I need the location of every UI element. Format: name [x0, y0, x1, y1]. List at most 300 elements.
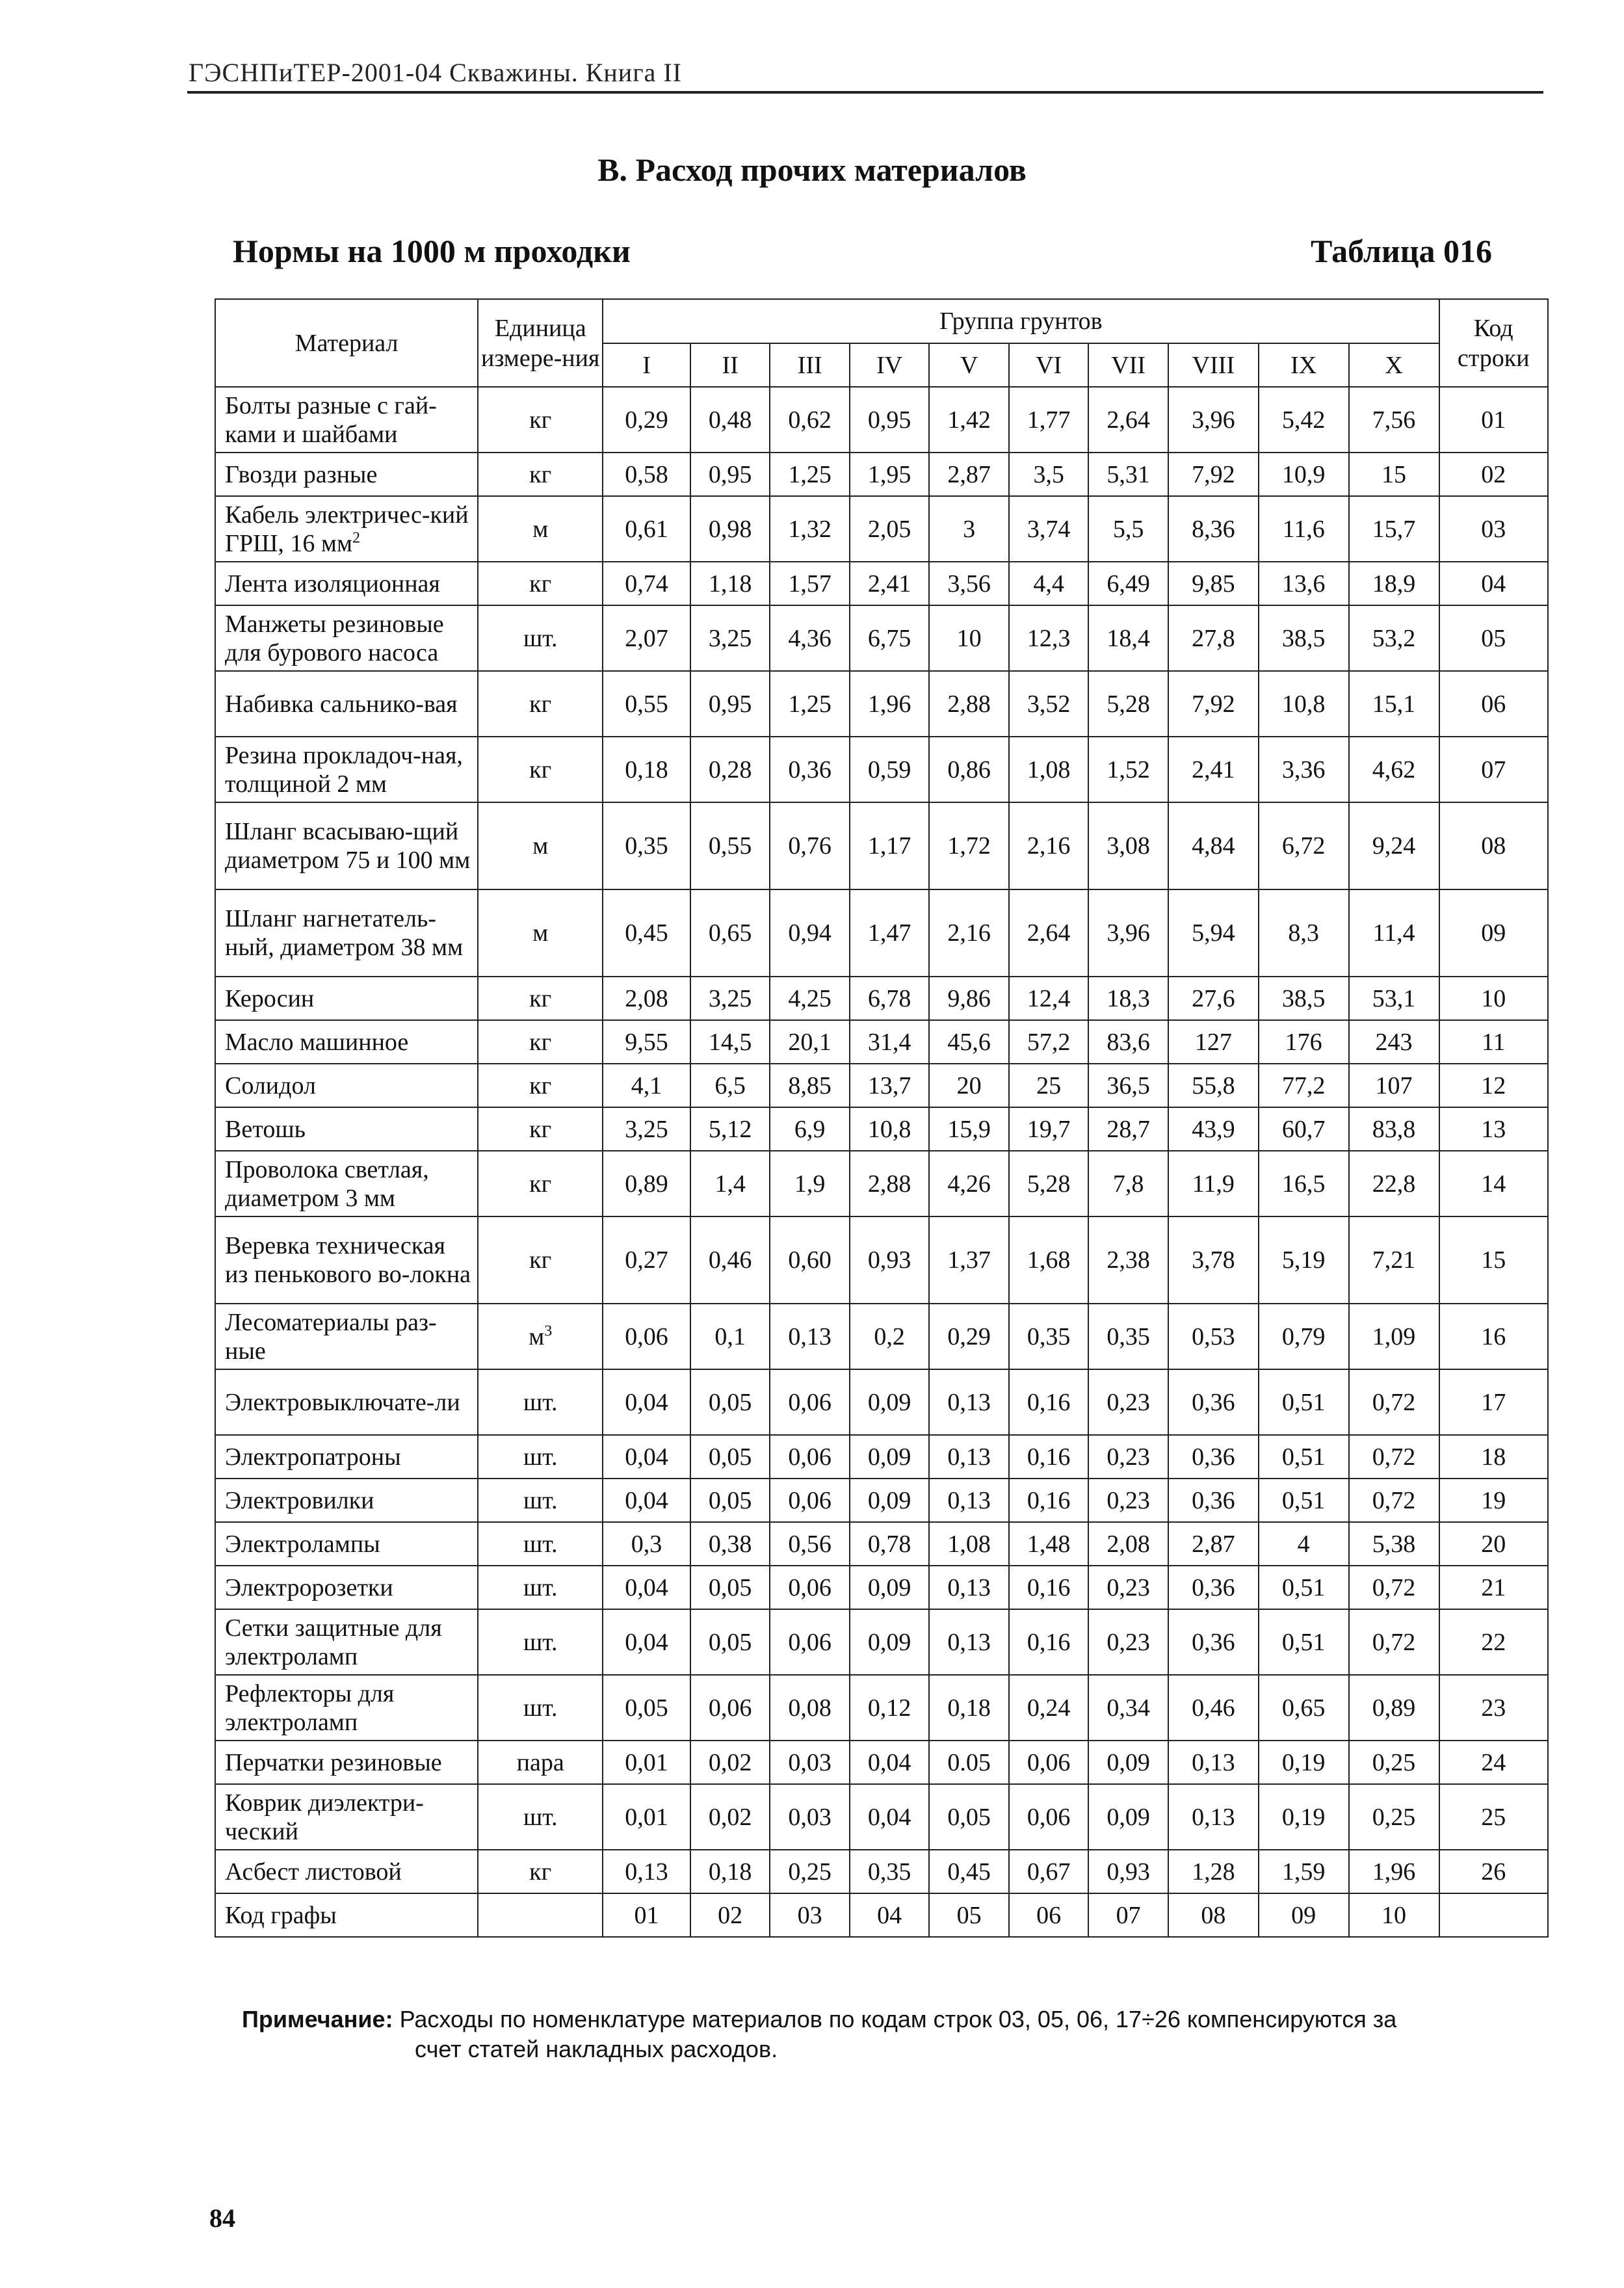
value-cell: 0,51	[1259, 1566, 1349, 1609]
value-cell: 0,09	[1088, 1741, 1168, 1784]
material-name: Керосин	[225, 984, 315, 1012]
value-cell: 0,13	[929, 1435, 1009, 1479]
value-cell: 0,13	[929, 1566, 1009, 1609]
value-cell: 4,1	[603, 1064, 690, 1107]
value-cell: 1,59	[1259, 1850, 1349, 1893]
value-cell: 0,45	[929, 1850, 1009, 1893]
value-cell: 0,55	[690, 802, 770, 889]
row-code-cell: 25	[1439, 1784, 1549, 1850]
column-code-cell: 06	[1009, 1893, 1089, 1937]
value-cell: 1,28	[1168, 1850, 1259, 1893]
value-cell: 0,08	[770, 1675, 850, 1741]
value-cell: 4,84	[1168, 802, 1259, 889]
material-name: Резина прокладоч-ная, толщиной 2 мм	[225, 741, 463, 798]
value-cell: 0,1	[690, 1304, 770, 1369]
row-code-cell: 20	[1439, 1522, 1549, 1566]
material-cell	[215, 1609, 478, 1675]
unit-cell	[478, 977, 603, 1020]
value-cell: 0,79	[1259, 1304, 1349, 1369]
table-row	[215, 737, 1548, 802]
column-code-cell: 04	[850, 1893, 930, 1937]
value-cell: 0,18	[603, 737, 690, 802]
unit-cell	[478, 802, 603, 889]
value-cell: 0,04	[603, 1479, 690, 1522]
value-cell: 0,86	[929, 737, 1009, 802]
value-cell: 0,06	[770, 1479, 850, 1522]
material-cell	[215, 1675, 478, 1741]
value-cell: 5,94	[1168, 889, 1259, 977]
value-cell: 0,25	[770, 1850, 850, 1893]
column-code-cell: 02	[690, 1893, 770, 1937]
soil-group-header: X	[1349, 343, 1439, 387]
unit-text: шт.	[523, 1694, 558, 1722]
table-row	[215, 1479, 1548, 1522]
value-cell: 11,9	[1168, 1151, 1259, 1216]
value-cell: 0,18	[929, 1675, 1009, 1741]
material-cell	[215, 1850, 478, 1893]
table-row	[215, 387, 1548, 453]
material-cell	[215, 802, 478, 889]
unit-text: шт.	[523, 624, 558, 652]
value-cell: 7,92	[1168, 671, 1259, 737]
value-cell: 18,9	[1349, 562, 1439, 605]
value-cell: 0,36	[1168, 1566, 1259, 1609]
value-cell: 0,93	[850, 1216, 930, 1304]
unit-text: м	[532, 832, 549, 860]
value-cell: 0,95	[850, 387, 930, 453]
value-cell: 7,8	[1088, 1151, 1168, 1216]
value-cell: 83,8	[1349, 1107, 1439, 1151]
table-row	[215, 453, 1548, 496]
unit-cell	[478, 1784, 603, 1850]
row-code-cell: 21	[1439, 1566, 1549, 1609]
value-cell: 0,93	[1088, 1850, 1168, 1893]
value-cell: 57,2	[1009, 1020, 1089, 1064]
value-cell: 0,53	[1168, 1304, 1259, 1369]
value-cell: 1,72	[929, 802, 1009, 889]
column-code-cell: 07	[1088, 1893, 1168, 1937]
material-cell	[215, 1151, 478, 1216]
value-cell: 2,08	[603, 977, 690, 1020]
value-cell: 2,64	[1009, 889, 1089, 977]
unit-cell	[478, 496, 603, 562]
value-cell: 0,89	[1349, 1675, 1439, 1741]
value-cell: 3,52	[1009, 671, 1089, 737]
value-cell: 10,9	[1259, 453, 1349, 496]
value-cell: 0,72	[1349, 1479, 1439, 1522]
value-cell: 2,88	[850, 1151, 930, 1216]
value-cell: 45,6	[929, 1020, 1009, 1064]
value-cell: 0,36	[1168, 1479, 1259, 1522]
value-cell: 0,36	[1168, 1369, 1259, 1435]
unit-cell	[478, 1566, 603, 1609]
value-cell: 2,88	[929, 671, 1009, 737]
value-cell: 0,13	[929, 1479, 1009, 1522]
unit-text: пара	[516, 1748, 564, 1776]
section-title: В. Расход прочих материалов	[597, 151, 1027, 188]
value-cell: 0,35	[1009, 1304, 1089, 1369]
value-cell: 0,09	[1088, 1784, 1168, 1850]
value-cell: 1,48	[1009, 1522, 1089, 1566]
column-code-cell: 03	[770, 1893, 850, 1937]
material-cell	[215, 453, 478, 496]
value-cell: 6,75	[850, 605, 930, 671]
material-cell	[215, 1107, 478, 1151]
value-cell: 0,13	[1168, 1741, 1259, 1784]
value-cell: 0,06	[690, 1675, 770, 1741]
material-name: Ветошь	[225, 1115, 306, 1143]
unit-cell	[478, 1369, 603, 1435]
unit-text: кг	[529, 1246, 552, 1274]
value-cell: 8,36	[1168, 496, 1259, 562]
value-cell: 36,5	[1088, 1064, 1168, 1107]
value-cell: 0,04	[850, 1784, 930, 1850]
value-cell: 0,13	[770, 1304, 850, 1369]
value-cell: 0,67	[1009, 1850, 1089, 1893]
material-cell	[215, 1435, 478, 1479]
material-cell	[215, 1064, 478, 1107]
value-cell: 11,6	[1259, 496, 1349, 562]
value-cell: 0,13	[603, 1850, 690, 1893]
material-name: Болты разные с гай-ками и шайбами	[225, 391, 437, 448]
running-header: ГЭСНПиТЕР-2001-04 Скважины. Книга II	[189, 58, 682, 87]
value-cell: 0,3	[603, 1522, 690, 1566]
value-cell: 31,4	[850, 1020, 930, 1064]
value-cell: 0,16	[1009, 1609, 1089, 1675]
column-code-row	[215, 1893, 1548, 1937]
value-cell: 1,95	[850, 453, 930, 496]
note-text: Расходы по номенклатуре материалов по кодам строк 03, 05, 06, 17÷26 компенсируются за	[399, 2006, 1397, 2032]
value-cell: 10	[929, 605, 1009, 671]
material-name: Проволока светлая, диаметром 3 мм	[225, 1155, 429, 1212]
value-cell: 14,5	[690, 1020, 770, 1064]
value-cell: 0,16	[1009, 1369, 1089, 1435]
table-row	[215, 977, 1548, 1020]
value-cell: 1,09	[1349, 1304, 1439, 1369]
value-cell: 0,05	[690, 1479, 770, 1522]
value-cell: 22,8	[1349, 1151, 1439, 1216]
value-cell: 0,04	[603, 1435, 690, 1479]
value-cell: 1,96	[850, 671, 930, 737]
soil-group-header: VI	[1009, 343, 1089, 387]
value-cell: 0,59	[850, 737, 930, 802]
unit-cell	[478, 1107, 603, 1151]
value-cell: 1,08	[929, 1522, 1009, 1566]
unit-cell	[478, 671, 603, 737]
material-cell	[215, 1784, 478, 1850]
value-cell: 0,16	[1009, 1566, 1089, 1609]
value-cell: 0,48	[690, 387, 770, 453]
value-cell: 0,09	[850, 1609, 930, 1675]
value-cell: 0,25	[1349, 1741, 1439, 1784]
row-code-cell: 16	[1439, 1304, 1549, 1369]
value-cell: 38,5	[1259, 605, 1349, 671]
column-code-cell: 01	[603, 1893, 690, 1937]
value-cell: 3,25	[690, 977, 770, 1020]
soil-group-header: IV	[850, 343, 930, 387]
value-cell: 0,04	[603, 1566, 690, 1609]
value-cell: 15,9	[929, 1107, 1009, 1151]
value-cell: 2,87	[929, 453, 1009, 496]
material-name: Солидол	[225, 1072, 316, 1099]
unit-text: кг	[529, 1028, 552, 1056]
material-cell	[215, 1304, 478, 1369]
value-cell: 0,23	[1088, 1435, 1168, 1479]
note-text-continued: счет статей накладных расходов.	[415, 2036, 778, 2062]
value-cell: 1,42	[929, 387, 1009, 453]
value-cell: 5,28	[1088, 671, 1168, 737]
unit-text: шт.	[523, 1443, 558, 1471]
unit-cell	[478, 1609, 603, 1675]
unit-text: шт.	[523, 1803, 558, 1831]
value-cell: 0,02	[690, 1741, 770, 1784]
value-cell: 0,04	[603, 1609, 690, 1675]
material-cell	[215, 605, 478, 671]
value-cell: 0,35	[850, 1850, 930, 1893]
value-cell: 0,18	[690, 1850, 770, 1893]
value-cell: 0,72	[1349, 1435, 1439, 1479]
value-cell: 0,78	[850, 1522, 930, 1566]
value-cell: 4,36	[770, 605, 850, 671]
value-cell: 25	[1009, 1064, 1089, 1107]
material-name: Веревка техническая из пенькового во-локна	[225, 1232, 471, 1288]
row-code-cell: 01	[1439, 387, 1549, 453]
value-cell: 15,7	[1349, 496, 1439, 562]
page-number: 84	[209, 2203, 235, 2233]
value-cell: 0,72	[1349, 1369, 1439, 1435]
value-cell: 243	[1349, 1020, 1439, 1064]
unit-cell	[478, 605, 603, 671]
value-cell: 3,08	[1088, 802, 1168, 889]
row-code-cell: 07	[1439, 737, 1549, 802]
value-cell: 4,26	[929, 1151, 1009, 1216]
material-cell	[215, 1369, 478, 1435]
value-cell: 0,23	[1088, 1479, 1168, 1522]
norms-caption: Нормы на 1000 м проходки	[233, 233, 631, 269]
material-cell	[215, 889, 478, 977]
unit-cell	[478, 1216, 603, 1304]
unit-cell	[478, 1064, 603, 1107]
table-row	[215, 671, 1548, 737]
value-cell: 3	[929, 496, 1009, 562]
value-cell: 0,76	[770, 802, 850, 889]
unit-text: шт.	[523, 1530, 558, 1558]
value-cell: 0,27	[603, 1216, 690, 1304]
row-code-cell: 05	[1439, 605, 1549, 671]
column-code-blank	[1439, 1893, 1549, 1937]
value-cell: 38,5	[1259, 977, 1349, 1020]
value-cell: 2,64	[1088, 387, 1168, 453]
value-cell: 0,09	[850, 1369, 930, 1435]
table-row	[215, 1107, 1548, 1151]
value-cell: 1,9	[770, 1151, 850, 1216]
value-cell: 0,05	[690, 1609, 770, 1675]
note-label: Примечание:	[242, 2006, 393, 2032]
value-cell: 16,5	[1259, 1151, 1349, 1216]
value-cell: 0,06	[1009, 1784, 1089, 1850]
table-row	[215, 1435, 1548, 1479]
value-cell: 0,06	[770, 1369, 850, 1435]
material-cell	[215, 1020, 478, 1064]
column-code-cell: 05	[929, 1893, 1009, 1937]
unit-cell	[478, 1741, 603, 1784]
row-code-cell: 04	[1439, 562, 1549, 605]
value-cell: 3,96	[1088, 889, 1168, 977]
value-cell: 9,86	[929, 977, 1009, 1020]
material-name: Шланг всасываю-щий диаметром 75 и 100 мм	[225, 818, 471, 874]
row-code-cell: 02	[1439, 453, 1549, 496]
value-cell: 6,9	[770, 1107, 850, 1151]
value-cell: 11,4	[1349, 889, 1439, 977]
value-cell: 0,06	[603, 1304, 690, 1369]
value-cell: 5,42	[1259, 387, 1349, 453]
row-code-cell: 08	[1439, 802, 1549, 889]
value-cell: 0,06	[770, 1566, 850, 1609]
table-row	[215, 496, 1548, 562]
material-name: Электропатроны	[225, 1443, 401, 1471]
value-cell: 0,03	[770, 1784, 850, 1850]
unit-cell	[478, 387, 603, 453]
soil-group-header: II	[690, 343, 770, 387]
value-cell: 0,23	[1088, 1609, 1168, 1675]
value-cell: 7,21	[1349, 1216, 1439, 1304]
value-cell: 0,09	[850, 1479, 930, 1522]
value-cell: 0,24	[1009, 1675, 1089, 1741]
material-cell	[215, 671, 478, 737]
value-cell: 10,8	[1259, 671, 1349, 737]
material-name: Шланг нагнетатель-ный, диаметром 38 мм	[225, 905, 464, 961]
table-row	[215, 605, 1548, 671]
value-cell: 3,25	[690, 605, 770, 671]
norms-table	[215, 298, 1549, 1938]
value-cell: 0,09	[850, 1566, 930, 1609]
value-cell: 4,62	[1349, 737, 1439, 802]
value-cell: 0,05	[690, 1566, 770, 1609]
value-cell: 0,56	[770, 1522, 850, 1566]
material-cell	[215, 1522, 478, 1566]
value-cell: 12,3	[1009, 605, 1089, 671]
table-row	[215, 1216, 1548, 1304]
unit-text: кг	[529, 1115, 552, 1143]
value-cell: 0,03	[770, 1741, 850, 1784]
value-cell: 0,46	[1168, 1675, 1259, 1741]
value-cell: 0,61	[603, 496, 690, 562]
value-cell: 2,16	[1009, 802, 1089, 889]
value-cell: 28,7	[1088, 1107, 1168, 1151]
material-cell	[215, 977, 478, 1020]
value-cell: 0,51	[1259, 1479, 1349, 1522]
material-cell	[215, 737, 478, 802]
material-cell	[215, 496, 478, 562]
unit-text: кг	[529, 570, 552, 598]
unit-text: кг	[529, 460, 552, 488]
value-cell: 3,78	[1168, 1216, 1259, 1304]
value-cell: 43,9	[1168, 1107, 1259, 1151]
value-cell: 1,08	[1009, 737, 1089, 802]
value-cell: 0,29	[929, 1304, 1009, 1369]
value-cell: 0,19	[1259, 1784, 1349, 1850]
value-cell: 1,25	[770, 453, 850, 496]
column-code-blank	[478, 1893, 603, 1937]
material-name: Сетки защитные для электроламп	[225, 1614, 442, 1670]
row-code-cell: 10	[1439, 977, 1549, 1020]
unit-cell	[478, 1479, 603, 1522]
material-name: Лесоматериалы раз-ные	[225, 1308, 437, 1365]
value-cell: 0,04	[603, 1369, 690, 1435]
value-cell: 9,24	[1349, 802, 1439, 889]
value-cell: 0,01	[603, 1784, 690, 1850]
unit-cell	[478, 1304, 603, 1369]
table-row	[215, 1675, 1548, 1741]
value-cell: 13,7	[850, 1064, 930, 1107]
value-cell: 2,08	[1088, 1522, 1168, 1566]
unit-cell	[478, 1850, 603, 1893]
value-cell: 10,8	[850, 1107, 930, 1151]
row-code-cell: 17	[1439, 1369, 1549, 1435]
value-cell: 0,58	[603, 453, 690, 496]
column-code-cell: 10	[1349, 1893, 1439, 1937]
table-row	[215, 1304, 1548, 1369]
table-row	[215, 1850, 1548, 1893]
value-cell: 3,56	[929, 562, 1009, 605]
soil-group-header: III	[770, 343, 850, 387]
material-name: Электророзетки	[225, 1573, 393, 1601]
value-cell: 0,16	[1009, 1435, 1089, 1479]
value-cell: 0,65	[1259, 1675, 1349, 1741]
value-cell: 0,2	[850, 1304, 930, 1369]
material-cell	[215, 1566, 478, 1609]
soil-group-header: IX	[1259, 343, 1349, 387]
value-cell: 0,45	[603, 889, 690, 977]
value-cell: 0,25	[1349, 1784, 1439, 1850]
value-cell: 0,23	[1088, 1566, 1168, 1609]
unit-cell	[478, 1435, 603, 1479]
value-cell: 7,92	[1168, 453, 1259, 496]
header-unit: Единица измере-ния	[478, 299, 603, 387]
value-cell: 2,38	[1088, 1216, 1168, 1304]
value-cell: 0,06	[770, 1435, 850, 1479]
value-cell: 9,55	[603, 1020, 690, 1064]
value-cell: 0,13	[929, 1369, 1009, 1435]
value-cell: 0,36	[1168, 1435, 1259, 1479]
value-cell: 3,25	[603, 1107, 690, 1151]
unit-text: м	[529, 1322, 545, 1350]
note	[242, 2005, 1516, 2064]
value-cell: 4,25	[770, 977, 850, 1020]
unit-text: м	[532, 919, 549, 947]
unit-superscript: 3	[544, 1322, 553, 1339]
material-name: Лента изоляционная	[225, 570, 440, 598]
row-code-cell: 13	[1439, 1107, 1549, 1151]
soil-group-header: VII	[1088, 343, 1168, 387]
value-cell: 0,13	[1168, 1784, 1259, 1850]
value-cell: 27,8	[1168, 605, 1259, 671]
value-cell: 13,6	[1259, 562, 1349, 605]
value-cell: 0,95	[690, 453, 770, 496]
value-cell: 3,5	[1009, 453, 1089, 496]
value-cell: 1,4	[690, 1151, 770, 1216]
value-cell: 2,87	[1168, 1522, 1259, 1566]
table-row	[215, 802, 1548, 889]
value-cell: 77,2	[1259, 1064, 1349, 1107]
unit-text: кг	[529, 1072, 552, 1099]
row-code-cell: 26	[1439, 1850, 1549, 1893]
value-cell: 6,78	[850, 977, 930, 1020]
material-name: Кабель электричес-кий ГРШ, 16 мм	[225, 501, 469, 557]
value-cell: 0,29	[603, 387, 690, 453]
row-code-cell: 19	[1439, 1479, 1549, 1522]
column-code-label: Код графы	[215, 1893, 478, 1937]
